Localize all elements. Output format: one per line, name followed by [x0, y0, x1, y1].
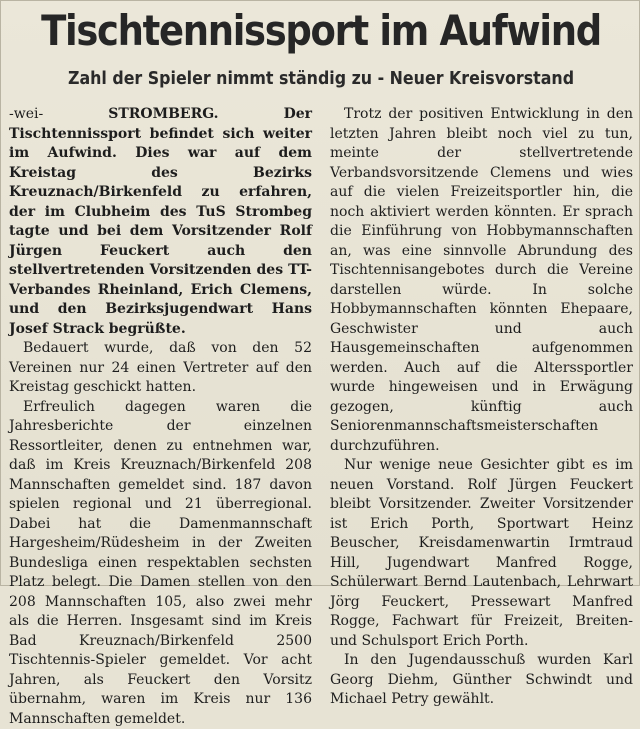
left-column	[9, 105, 312, 729]
body-paragraph: Nur wenige neue Gesichter gibt es im neuen Vorstand. Rolf Jürgen Feuckert bleibt Vorsitzender. Zweiter Vorsitzender ist Erich Porth, Sportwart Heinz Beuscher, Kreisdamenwartin Irmtraud Hill, Jugendwart Manfred Rogge, Schülerwart Bernd Lautenbach, Lehrwart Jörg Feuckert, Pressewart Manfred Rogge, Fachwart für Freizeit, Breiten- und Schulsport Erich Porth.	[330, 456, 633, 651]
byline: -wei-	[9, 106, 43, 122]
right-column	[330, 105, 633, 710]
body-paragraph: Erfreulich dagegen waren die Jahresberichte der einzelnen Ressortleiter, denen zu entnehmen war, daß im Kreis Kreuznach/Birkenfeld 208 Mannschaften gemeldet sind. 187 davon spielen regional und 21 überregional. Dabei hat die Damenmannschaft Hargesheim/Rüdesheim in der Zweiten Bundesliga einen respektablen sechsten Platz belegt. Die Damen stellen von den 208 Mannschaften 105, also zwei mehr als die Herren. Insgesamt sind im Kreis Bad Kreuznach/Birkenfeld 2500 Tischtennis-Spieler gemeldet. Vor acht Jahren, als Feuckert den Vorsitz übernahm, waren im Kreis nur 136 Mannschaften gemeldet.	[9, 398, 312, 729]
body-paragraph: In den Jugendausschuß wurden Karl Georg Diehm, Günther Schwindt und Michael Petry gewählt.	[330, 651, 633, 710]
lead-paragraph	[9, 105, 312, 339]
subheadline: Zahl der Spieler nimmt ständig zu - Neuer Kreisvorstand	[39, 67, 602, 91]
body-paragraph: Trotz der positiven Entwicklung in den letzten Jahren bleibt noch viel zu tun, meinte der stellvertretende Verbandsvorsitzende Clemens und wies auf die vielen Freizeitsportler hin, die noch aktiviert werden könnten. Er sprach die Einführung von Hobbymannschaften an, was eine sinnvolle Abrundung des Tischtennisangebotes durch die Vereine darstellen würde. In solche Hobbymannschaften könnten Ehepaare, Geschwister und auch Hausgemeinschaften aufgenommen werden. Auch auf die Alterssportler wurde hingeweisen und in Erwägung gezogen, künftig auch Seniorenmannschaftsmeisterschaften durchzuführen.	[330, 105, 633, 456]
body-paragraph: Bedauert wurde, daß von den 52 Vereinen nur 24 einen Vertreter auf den Kreistag geschickt hatten.	[9, 339, 312, 398]
lead-text: STROMBERG. Der Tischtennissport befindet sich weiter im Aufwind. Dies war auf dem Kreistag des Bezirks Kreuznach/Birkenfeld zu erfahren, der im Clubheim des TuS Strombeg tagte und bei dem Vorsitzender Rolf Jürgen Feuckert auch den stellvertretenden Vorsitzenden des TT-Verbandes Rheinland, Erich Clemens, und den Bezirksjugendwart Hans Josef Strack begrüßte.	[9, 106, 312, 337]
headline: Tischtennissport im Aufwind	[39, 5, 602, 57]
